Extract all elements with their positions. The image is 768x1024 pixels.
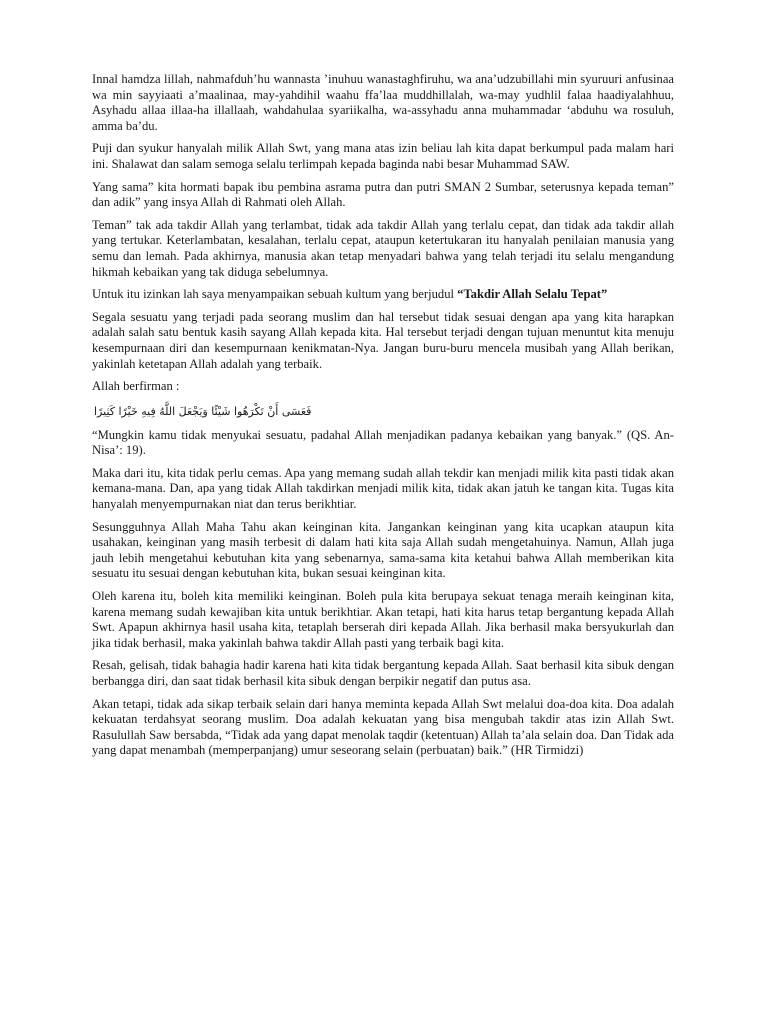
paragraph-opening-prayer: Innal hamdza lillah, nahmafduh’hu wannasta ’inuhuu wanastaghfiruhu, wa ana’udzubillahi min syuruuri anfusinaa wa min sayyiaati a’maalinaa, may-yahdihil waahu ffa’laa muddhillalah, wa-may yudhlil falaa haadiyalahhuu, Asyhadu allaa illaa-ha illallaah, wahdahulaa syariikalha, wa-assyhadu anna muhammadar ‘abduhu wa rosuluh, amma ba’du. <box>92 72 674 133</box>
verse-translation: “Mungkin kamu tidak menyukai sesuatu, padahal Allah menjadikan padanya kebaikan yang banyak.” (QS. An-Nisa’: 19). <box>92 427 674 458</box>
paragraph-maha-tahu: Sesungguhnya Allah Maha Tahu akan keinginan kita. Jangankan keinginan yang kita ucapkan ataupun kita usahakan, keinginan yang masih terbesit di dalam hati kita saja Allah sudah mengetahuinya. Namun, Allah juga jauh lebih mengetahui kebutuhan kita yang sebenarnya, sama-sama kita ketahui bahwa Allah memberikan kita sesuatu itu sesuai dengan kebutuhan kita, bukan sesuai keinginan kita. <box>92 519 674 581</box>
paragraph-kasih-sayang: Segala sesuatu yang terjadi pada seorang muslim dan hal tersebut tidak sesuai dengan apa yang kita harapkan adalah salah satu bentuk kasih sayang Allah kepada kita. Hal tersebut terjadi dengan tujuan menuntut kita menuju kesempurnaan diri dan kesempurnaan kenikmatan-Nya. Jangan buru-buru mencela musibah yang Allah berikan, yakinlah ketetapan Allah adalah yang terbaik. <box>92 309 674 371</box>
paragraph-allah-berfirman: Allah berfirman : <box>92 379 180 394</box>
paragraph-praise: Puji dan syukur hanyalah milik Allah Swt, yang mana atas izin beliau lah kita dapat berkumpul pada malam hari ini. Shalawat dan salam semoga selalu terlimpah kepada baginda nabi besar Muhammad SAW. <box>92 141 674 171</box>
paragraph-takdir-intro: Teman” tak ada takdir Allah yang terlambat, tidak ada takdir Allah yang terlalu cepat, dan tidak ada takdir allah yang tertukar. Keterlambatan, kesalahan, terlalu cepat, ataupun ketertukaran itu hanyalah penilaian manusia yang semu dan lemah. Pada akhirnya, manusia akan tetap menyadari bahwa yang telah terjadi itu selalu mengandung hikmah kebaikan yang tak diduga sebelumnya. <box>92 217 674 279</box>
paragraph-doa: Akan tetapi, tidak ada sikap terbaik selain dari hanya meminta kepada Allah Swt melalui doa-doa kita. Doa adalah kekuatan terdahsyat seorang muslim. Doa adalah kekuatan yang bisa mengubah takdir atas izin Allah Swt. Rasulullah Saw bersabda, “Tidak ada yang dapat menolak taqdir (ketentuan) Allah ta’ala selain doa. Dan Tidak ada yang dapat menambah (memperpanjang) umur seseorang selain (perbuatan) baik.” (HR Tirmidzi) <box>92 696 674 758</box>
kultum-title: “Takdir Allah Selalu Tepat” <box>457 287 608 302</box>
arabic-verse: فَعَسَى أَنْ تَكْرَهُوا شَيْئًا وَيَجْعَلَ اللَّهُ فِيهِ خَيْرًا كَثِيرًا <box>94 404 312 418</box>
intro-text: Untuk itu izinkan lah saya menyampaikan sebuah kultum yang berjudul <box>92 287 458 302</box>
paragraph-jangan-cemas: Maka dari itu, kita tidak perlu cemas. Apa yang memang sudah allah tekdir kan menjadi milik kita pasti tidak akan kemana-mana. Dan, apa yang tidak Allah takdirkan menjadi milik kita, tidak akan jatuh ke tangan kita. Tugas kita hanyalah menyempurnakan niat dan terus berikhtiar. <box>92 465 674 512</box>
paragraph-greeting: Yang sama” kita hormati bapak ibu pembina asrama putra dan putri SMAN 2 Sumbar, seterusnya kepada teman” dan adik” yang insya Allah di Rahmati oleh Allah. <box>92 179 674 210</box>
paragraph-keinginan: Oleh karena itu, boleh kita memiliki keinginan. Boleh pula kita berupaya sekuat tenaga meraih keinginan kita, karena memang sudah kewajiban kita untuk berikhtiar. Akan tetapi, hati kita harus tetap bergantung kepada Allah Swt. Apapun akhirnya hasil usaha kita, tetaplah berserah diri kepada Allah. Jika berhasil maka bersyukurlah dan jika tidak berhasil, maka yakinlah bahwa takdir Allah pasti yang terbaik bagi kita. <box>92 589 674 650</box>
paragraph-kultum-title <box>92 287 674 303</box>
paragraph-resah-gelisah: Resah, gelisah, tidak bahagia hadir karena hati kita tidak bergantung kepada Allah. Saat berhasil kita sibuk dengan berbangga diri, dan saat tidak berhasil kita sibuk dengan berpikir negatif dan putus asa. <box>92 658 674 688</box>
